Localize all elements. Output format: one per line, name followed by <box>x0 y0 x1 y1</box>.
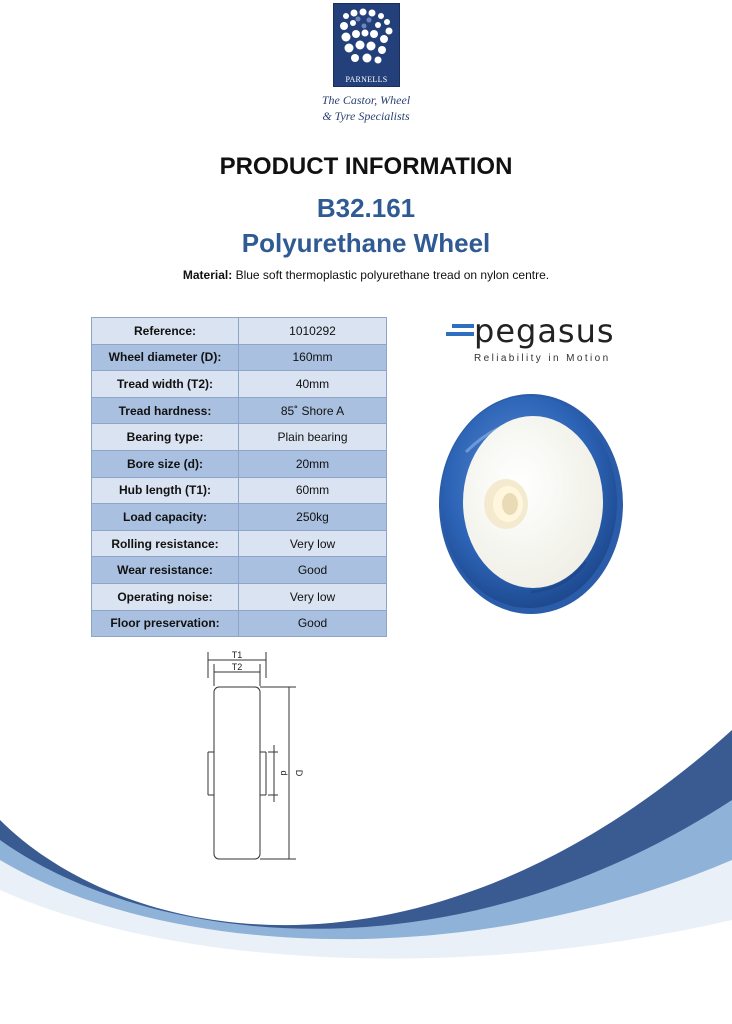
table-row <box>92 530 387 557</box>
spec-label: Tread width (T2): <box>92 371 239 398</box>
product-name: Polyurethane Wheel <box>241 228 491 258</box>
table-row <box>92 450 387 477</box>
spec-value: Good <box>239 610 387 637</box>
spec-value: 60mm <box>239 477 387 504</box>
table-row <box>92 318 387 345</box>
logo-dots-icon <box>334 4 399 72</box>
spec-value: Plain bearing <box>239 424 387 451</box>
spec-value: 85˚ Shore A <box>239 397 387 424</box>
logo-name: PARNELLS <box>345 75 388 84</box>
pegasus-logo <box>444 312 624 368</box>
dim-label-t1: T1 <box>231 650 243 660</box>
spec-value: 1010292 <box>239 318 387 345</box>
pegasus-speed-lines-icon <box>444 318 474 348</box>
spec-value: 250kg <box>239 504 387 531</box>
parnells-logo <box>333 3 400 87</box>
table-row <box>92 477 387 504</box>
dim-label-diameter: D <box>294 769 304 777</box>
product-code: B32.161 <box>316 193 416 223</box>
material-line <box>0 268 732 282</box>
decorative-wave <box>0 690 732 1024</box>
spec-value: 20mm <box>239 450 387 477</box>
spec-label: Wear resistance: <box>92 557 239 584</box>
spec-label: Load capacity: <box>92 504 239 531</box>
spec-value: Very low <box>239 583 387 610</box>
spec-label: Operating noise: <box>92 583 239 610</box>
spec-label: Rolling resistance: <box>92 530 239 557</box>
wheel-image <box>436 392 626 617</box>
dim-label-t2: T2 <box>231 662 243 672</box>
spec-label: Floor preservation: <box>92 610 239 637</box>
table-row <box>92 610 387 637</box>
table-row <box>92 344 387 371</box>
brand-tagline: Reliability in Motion <box>474 353 611 364</box>
spec-label: Bore size (d): <box>92 450 239 477</box>
logo-tagline-line1: The Castor, Wheel <box>321 93 411 107</box>
material-label: Material: <box>182 268 233 282</box>
dim-label-bore: d <box>279 770 289 776</box>
logo-tagline-line2: & Tyre Specialists <box>322 109 410 123</box>
spec-label: Reference: <box>92 318 239 345</box>
spec-value: 40mm <box>239 371 387 398</box>
spec-value: 160mm <box>239 344 387 371</box>
table-row <box>92 397 387 424</box>
spec-value: Very low <box>239 530 387 557</box>
brand-name: pegasus <box>474 312 615 350</box>
table-row <box>92 371 387 398</box>
spec-label: Wheel diameter (D): <box>92 344 239 371</box>
table-row <box>92 583 387 610</box>
table-row <box>92 424 387 451</box>
table-row <box>92 504 387 531</box>
page-title: PRODUCT INFORMATION <box>219 153 513 180</box>
material-text: Blue soft thermoplastic polyurethane tread on nylon centre. <box>232 268 550 282</box>
spec-label: Hub length (T1): <box>92 477 239 504</box>
table-row <box>92 557 387 584</box>
spec-table <box>91 317 387 637</box>
spec-value: Good <box>239 557 387 584</box>
spec-label: Tread hardness: <box>92 397 239 424</box>
spec-label: Bearing type: <box>92 424 239 451</box>
